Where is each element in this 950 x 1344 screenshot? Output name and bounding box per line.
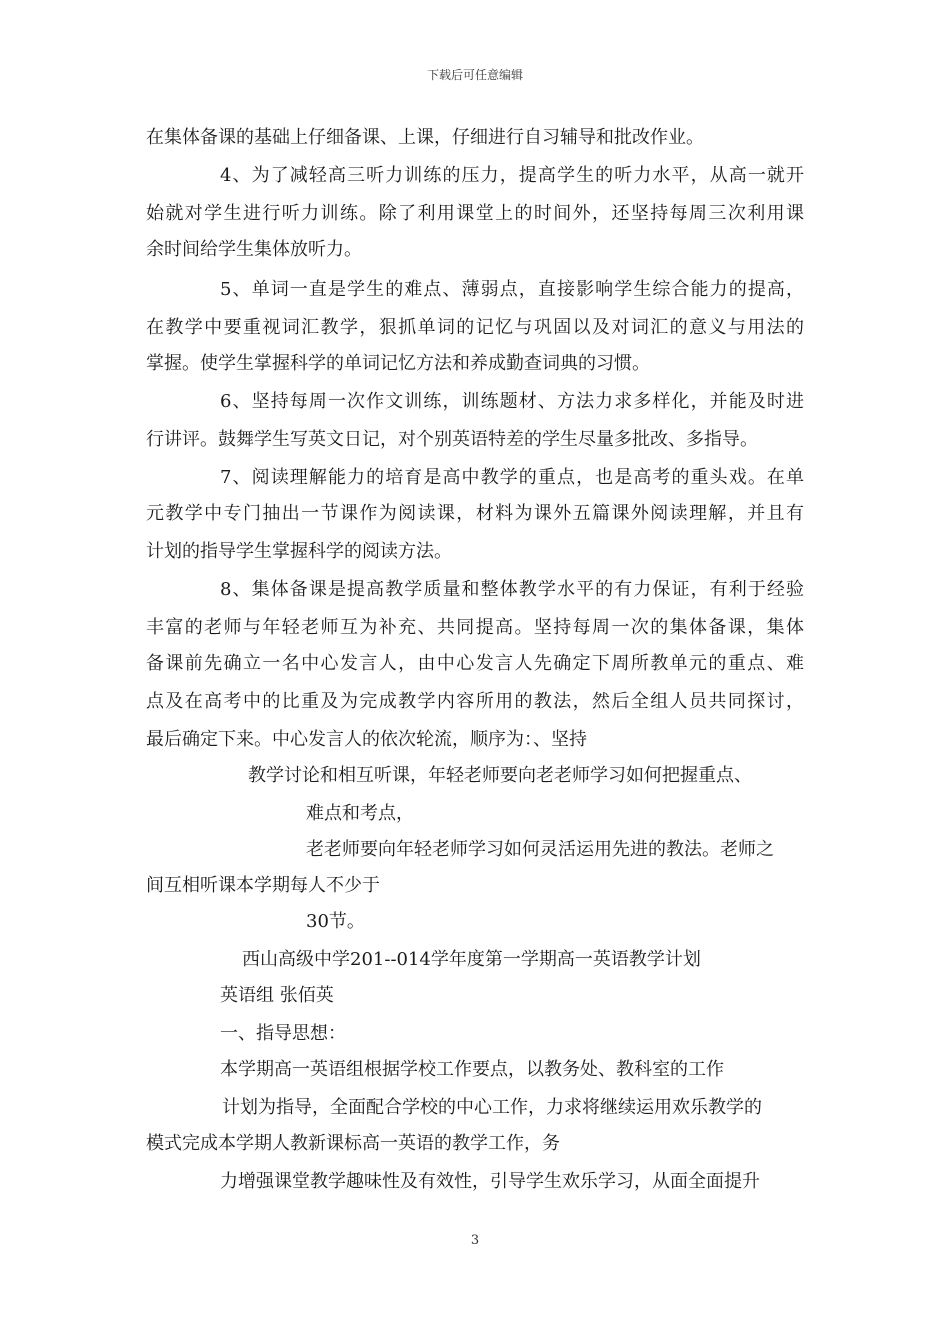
text-line: 元教学中专门抽出一节课作为阅读课，材料为课外五篇课外阅读理解，并且有 bbox=[146, 503, 804, 524]
text-line: 计划为指导，全面配合学校的中心工作，力求将继续运用欢乐教学的 bbox=[222, 1097, 762, 1118]
author-line: 英语组 张佰英 bbox=[220, 985, 334, 1006]
text-line: 丰富的老师与年轻老师互为补充、共同提高。坚持每周一次的集体备课，集体 bbox=[146, 617, 804, 638]
text-line: 4、为了减轻高三听力训练的压力，提高学生的听力水平，从高一就开 bbox=[220, 165, 804, 186]
document-title: 西山高级中学201--014学年度第一学期高一英语教学计划 bbox=[242, 949, 701, 970]
text-line: 计划的指导学生掌握科学的阅读方法。 bbox=[146, 541, 452, 562]
text-line: 教学讨论和相互听课，年轻老师要向老老师学习如何把握重点、 bbox=[248, 765, 752, 786]
text-line: 间互相听课本学期每人不少于 bbox=[146, 875, 380, 896]
text-line: 老老师要向年轻老师学习如何灵活运用先进的教法。老师之 bbox=[306, 839, 774, 860]
text-line: 30节。 bbox=[306, 911, 365, 932]
text-line: 最后确定下来。中心发言人的依次轮流，顺序为：、坚持 bbox=[146, 729, 587, 750]
text-line: 7、阅读理解能力的培育是高中教学的重点，也是高考的重头戏。在单 bbox=[220, 467, 804, 488]
text-line: 始就对学生进行听力训练。除了利用课堂上的时间外，还坚持每周三次利用课 bbox=[146, 203, 804, 224]
text-line: 点及在高考中的比重及为完成教学内容所用的教法，然后全组人员共同探讨， bbox=[146, 691, 804, 712]
text-line: 在教学中要重视词汇教学，狠抓单词的记忆与巩固以及对词汇的意义与用法的 bbox=[146, 317, 804, 338]
text-line: 难点和考点， bbox=[306, 803, 414, 824]
text-line: 行讲评。鼓舞学生写英文日记，对个别英语特差的学生尽量多批改、多指导。 bbox=[146, 429, 758, 450]
text-line: 5、单词一直是学生的难点、薄弱点，直接影响学生综合能力的提高， bbox=[220, 279, 804, 300]
text-line: 本学期高一英语组根据学校工作要点，以教务处、教科室的工作 bbox=[220, 1059, 724, 1080]
text-line: 在集体备课的基础上仔细备课、上课，仔细进行自习辅导和批改作业。 bbox=[146, 127, 704, 148]
page-number: 3 bbox=[470, 1233, 480, 1248]
text-line: 8、集体备课是提高教学质量和整体教学水平的有力保证，有利于经验 bbox=[220, 579, 804, 600]
text-line: 掌握。使学生掌握科学的单词记忆方法和养成勤查词典的习惯。 bbox=[146, 353, 650, 374]
section-heading: 一、指导思想： bbox=[220, 1023, 346, 1044]
text-line: 力增强课堂教学趣味性及有效性，引导学生欢乐学习，从面全面提升 bbox=[220, 1171, 760, 1192]
text-line: 备课前先确立一名中心发言人，由中心发言人先确定下周所教单元的重点、难 bbox=[146, 653, 804, 674]
text-line: 6、坚持每周一次作文训练，训练题材、方法力求多样化，并能及时进 bbox=[220, 391, 804, 412]
header-note: 下载后可任意编辑 bbox=[426, 68, 523, 82]
text-line: 余时间给学生集体放听力。 bbox=[146, 239, 362, 260]
text-line: 模式完成本学期人教新课标高一英语的教学工作，务 bbox=[146, 1133, 560, 1154]
